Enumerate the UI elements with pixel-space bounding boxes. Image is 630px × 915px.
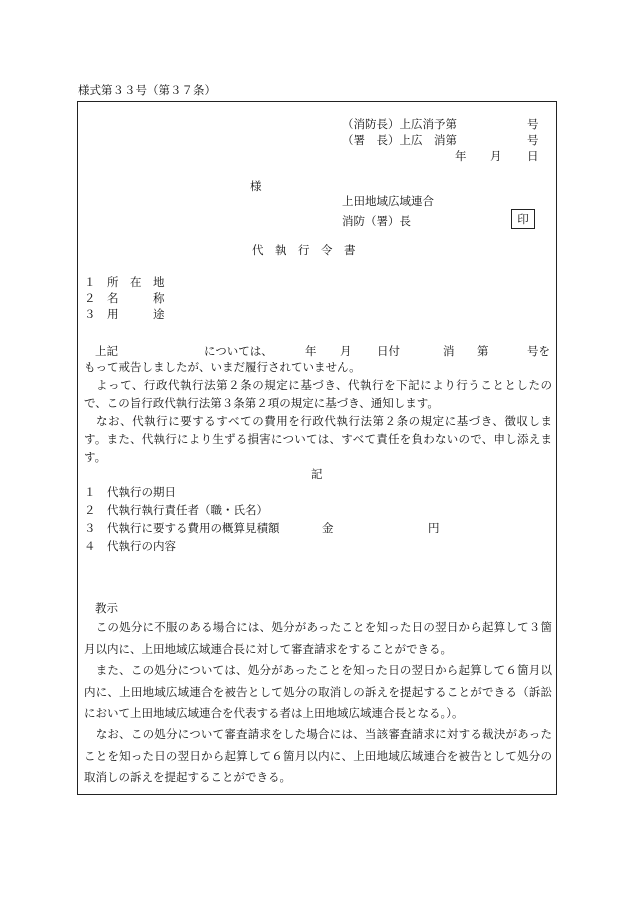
p1-word-year: 年 [305, 344, 317, 358]
field-name: ２ 名 称 [84, 291, 165, 305]
p1-word-fire: 消 [443, 344, 455, 358]
addressee-suffix: 様 [250, 179, 262, 193]
p1-word-go: 号を [527, 344, 550, 358]
document-number-chief-go: 号 [527, 117, 539, 131]
issuer-title: 消防（署）長 [342, 214, 411, 228]
notice-paragraph-3: なお、この処分について審査請求をした場合には、当該審査請求に対する裁決があったことを知った日の翌日から起算して６箇月以内に、上田地域広域連合を被告として処分の取消しの訴えを提起することができる。 [84, 727, 552, 784]
item-execution-date: １ 代執行の期日 [84, 485, 176, 499]
document-number-chief: （消防長）上広消予第 [342, 117, 457, 131]
issuer-organization: 上田地域広域連合 [342, 194, 434, 208]
date-year: 年 [455, 149, 467, 163]
date-day: 日 [527, 149, 539, 163]
p1-word-dated: 日付 [377, 344, 400, 358]
p1-word-regarding: については、 [204, 344, 273, 358]
p1-word-month: 月 [340, 344, 352, 358]
document-number-station: （署 長）上広 消第 [342, 133, 457, 147]
ki-heading: 記 [311, 467, 323, 481]
item-contents: ４ 代執行の内容 [84, 539, 176, 553]
seal-box: 印 [511, 209, 535, 229]
notice-paragraph-1: この処分に不服のある場合には、処分があったことを知った日の翌日から起算して３箇月以内に、上田地域広域連合長に対して審査請求をすることができる。 [84, 620, 552, 656]
item-cost-estimate: ３ 代執行に要する費用の概算見積額 [84, 521, 280, 535]
document-title: 代 執 行 令 書 [252, 243, 356, 257]
date-month: 月 [490, 149, 502, 163]
cost-yen: 円 [428, 521, 440, 535]
p1-word-above: 上記 [95, 344, 118, 358]
notice-paragraph-2: また、この処分については、処分があったことを知った日の翌日から起算して６箇月以内に、上田地域広域連合を被告として処分の取消しの訴えを提起することができる（訴訟において上田地域広域連合を代表する者は上田地域広域連合長となる。）。 [84, 663, 552, 720]
field-location: １ 所 在 地 [84, 275, 165, 289]
field-usage: ３ 用 途 [84, 307, 165, 321]
document-number-station-go: 号 [527, 133, 539, 147]
item-responsible-person: ２ 代執行執行責任者（職・氏名） [84, 503, 268, 517]
body-paragraph-2: よって、行政代執行法第２条の規定に基づき、代執行を下記により行うこととしたので、この旨行政代執行法第３条第２項の規定に基づき、通知します。 [84, 378, 552, 410]
notice-heading: 教示 [95, 601, 118, 615]
p1-word-dai: 第 [477, 344, 489, 358]
form-number: 様式第３３号（第３７条） [78, 83, 216, 97]
body-paragraph-3: なお、代執行に要するすべての費用を行政代執行法第２条の規定に基づき、徴収します。また、代執行により生ずる損害については、すべて責任を負わないので、申し添えます。 [84, 414, 552, 464]
cost-kin: 金 [322, 521, 334, 535]
p1-line2: もって戒告しましたが、いまだ履行されていません。 [84, 360, 361, 374]
